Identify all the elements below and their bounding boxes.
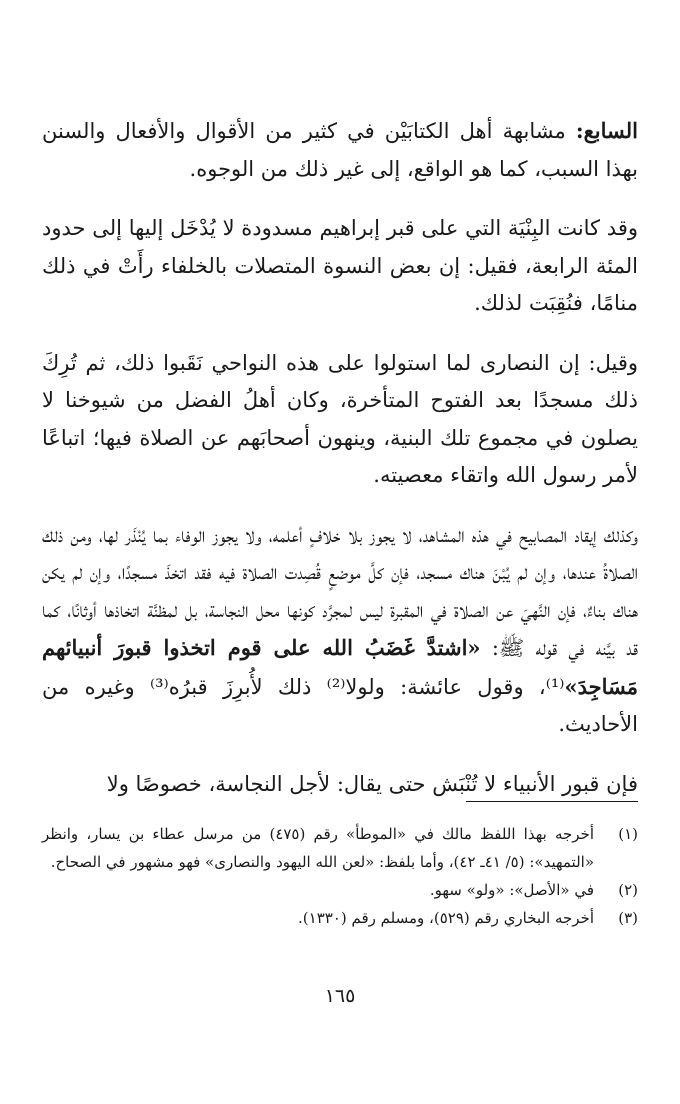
main-text bbox=[42, 112, 638, 825]
paragraph-1 bbox=[42, 112, 638, 188]
footnote-text: أخرجه بهذا اللفظ مالك في «الموطأ» رقم (٤٧٥) من مرسل عطاء بن يسار، وانظر «التمهيد»: (٥/ ٤١ـ ٤٢)، وأما بلفظ: «لعن الله اليهود والنصارى» فهو مشهور في الصحاح. bbox=[42, 825, 594, 871]
footnote-number: (٢) bbox=[618, 881, 638, 899]
paragraph-1-text: مشابهة أهل الكتابَيْن في كثير من الأقوال والأفعال والسنن بهذا السبب، كما هو الواقع، إلى غير ذلك من الوجوه. bbox=[42, 119, 638, 181]
paragraph-2: وقد كانت البِنْيَة التي على قبر إبراهيم مسدودة لا يُدْخَل إليها إلى حدود المئة الرابعة، فقيل: إن بعض النسوة المتصلات بالخلفاء رأَتْ في ذلك منامًا، فنُقِبَت لذلك. bbox=[42, 216, 638, 315]
footnotes bbox=[42, 820, 638, 932]
footnote-separator bbox=[466, 801, 638, 802]
paragraph-4-text-after: ⁽¹⁾، وقول عائشة: ولولا⁽²⁾ ذلك لأُبرِزَ قبرُه⁽³⁾ وغيره من الأحاديث. bbox=[42, 674, 638, 736]
paragraph-4-text-before: وكذلك إيقاد المصابيح في هذه المشاهد، لا يجوز بلا خلافٍ أعلمه، ولا يجوز الوفاء بما يُنْذَر لها، ومن ذلك الصلاةُ عندها، وإن لم يُبْنَ هناك مسجد، فإن كلَّ موضعٍ قُصِدت الصلاة فيه فقد اتخذَ مسجدًا، وإن لم يكن هناك بناءٌ، فإن النَّهيَ عن الصلاة في المقبرة ليس لمجرَّد كونها محل النجاسة، بل لمظنَّة اتخاذها أوثانًا، كما قد بيَّنه في قوله ﷺ: bbox=[42, 522, 639, 660]
paragraph-4 bbox=[42, 517, 638, 744]
footnote-text: أخرجه البخاري رقم (٥٢٩)، ومسلم رقم (١٣٣٠). bbox=[298, 909, 594, 927]
footnote-number: (١) bbox=[618, 825, 638, 843]
page-number: ١٦٥ bbox=[324, 985, 356, 1007]
footnote-item bbox=[42, 876, 638, 904]
paragraph-3: وقيل: إن النصارى لما استولوا على هذه النواحي نَقَبوا ذلك، ثم تُرِكَ ذلك مسجدًا بعد الفتوح المتأخرة، وكان أهلُ الفضل من شيوخنا لا يصلون في مجموع تلك البنية، وينهون أصحابَهم عن الصلاة فيها؛ اتباعًا لأمر رسول الله واتقاء معصيته. bbox=[42, 350, 638, 487]
footnote-text: في «الأصل»: «ولو» سهو. bbox=[429, 881, 594, 899]
footnote-item bbox=[42, 904, 638, 932]
paragraph-5: فإن قبور الأنبياء لا تُنْبَش حتى يقال: لأجل النجاسة، خصوصًا ولا bbox=[106, 771, 638, 796]
footnote-item bbox=[42, 820, 638, 876]
footnote-number: (٣) bbox=[618, 909, 638, 927]
hadith-quote: «اشتدَّ غَضَبُ الله على قوم اتخذوا قبورَ أنبيائهم مَسَاجِدَ» bbox=[42, 635, 638, 699]
paragraph-lead-heading: السابع: bbox=[575, 118, 638, 143]
